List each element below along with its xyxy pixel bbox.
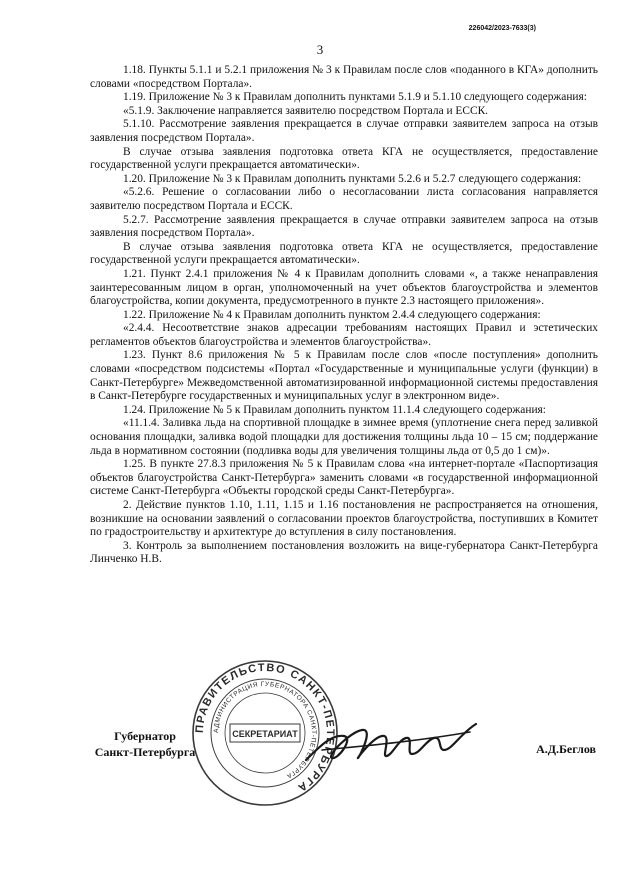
paragraph: 2. Действие пунктов 1.10, 1.11, 1.15 и 1.16 постановления не распространяется на отношения, возникшие на основании заявлений о согласовании проектов благоустройства, поступивших в Комитет по градостроительству и архитектуре до вступления в силу постановления. <box>90 499 598 539</box>
paragraph: 1.18. Пункты 5.1.1 и 5.2.1 приложения № 3 к Правилам после слов «поданного в КГА» дополнить словами «посредством Портала». <box>90 64 598 90</box>
paragraph: 1.23. Пункт 8.6 приложения № 5 к Правилам после слов «после поступления» дополнить словами «посредством подсистемы «Портал «Государственные и муниципальные услуги (функции) в Санкт-Петербурге» Межведомственной автоматизированной информационной системы предоставления в Санкт-Петербурге государственных и муниципальных услуг в электронном виде». <box>90 349 598 403</box>
seal-center-text: СЕКРЕТАРИАТ <box>232 729 298 739</box>
document-number: 226042/2023-7633(3) <box>468 25 536 32</box>
paragraph: «5.1.9. Заключение направляется заявителю посредством Портала и ЕССК. <box>123 104 489 117</box>
paragraph: 1.22. Приложение № 4 к Правилам дополнить пунктом 2.4.4 следующего содержания: <box>123 308 541 321</box>
paragraph: 1.19. Приложение № 3 к Правилам дополнить пунктами 5.1.9 и 5.1.10 следующего содержания: <box>123 91 587 104</box>
paragraph: «5.2.6. Решение о согласовании либо о несогласовании листа согласования направляется заявителю посредством Портала и ЕССК. <box>90 186 598 212</box>
paragraph: 1.24. Приложение № 5 к Правилам дополнить пунктом 11.1.4 следующего содержания: <box>123 403 546 416</box>
paragraph: 1.20. Приложение № 3 к Правилам дополнить пунктами 5.2.6 и 5.2.7 следующего содержания: <box>123 172 582 185</box>
paragraph: 1.25. В пункте 27.8.3 приложения № 5 к Правилам слова «на интернет-портале «Паспортизация объектов благоустройства Санкт-Петербурга» заменить словами «в государственной информационной системе Санкт-Петербурга «Объекты городской среды Санкт-Петербурга». <box>90 458 598 498</box>
signer-title-line1: Губернатор <box>114 729 176 743</box>
page-number: 3 <box>316 42 324 57</box>
paragraph: 3. Контроль за выполнением постановления возложить на вице-губернатора Санкт-Петербурга Линченко Н.В. <box>90 539 598 566</box>
signer-title <box>90 728 200 760</box>
paragraph: «11.1.4. Заливка льда на спортивной площадке в зимнее время (уплотнение снега перед заливкой основания площадки, заливка водой площадки для достижения толщины льда 10 – 15 см; поддержание льда в нормативном состоянии (подливка воды для увеличения толщины льда от 0,5 до 1 см)». <box>90 417 598 457</box>
seal-outer-text: ПРАВИТЕЛЬСТВО САНКТ-ПЕТЕРБУРГА <box>193 661 337 795</box>
paragraph: «2.4.4. Несоответствие знаков адресации требованиям настоящих Правил и эстетических регламентов объектов благоустройства и элементов благоустройства». <box>90 322 598 348</box>
paragraph: 5.1.10. Рассмотрение заявления прекращается в случае отправки заявителем запроса на отзыв заявления посредством Портала». <box>90 118 598 144</box>
signer-name: А.Д.Беглов <box>536 742 596 756</box>
seal-inner-text: АДМИНИСТРАЦИЯ ГУБЕРНАТОРА САНКТ-ПЕТЕРБУРГА <box>212 680 318 780</box>
signature-block <box>90 661 598 858</box>
document-body <box>90 64 598 567</box>
paragraph: В случае отзыва заявления подготовка ответа КГА не осуществляется, предоставление государственной услуги прекращается автоматически». <box>90 240 598 267</box>
handwritten-signature <box>302 716 482 771</box>
paragraph: 5.2.7. Рассмотрение заявления прекращается в случае отправки заявителем запроса на отзыв заявления посредством Портала». <box>90 213 598 240</box>
paragraph: 1.21. Пункт 2.4.1 приложения № 4 к Правилам дополнить словами «, а также ненаправления заинтересованным лицом в орган, уполномоченный на учет объектов благоустройства и элементов благоустройства, копии документа, предусмотренного в пункте 2.3 настоящего приложения». <box>90 267 598 308</box>
signer-title-line2: Санкт-Петербурга <box>94 745 196 759</box>
paragraph: В случае отзыва заявления подготовка ответа КГА не осуществляется, предоставление государственной услуги прекращается автоматически». <box>90 145 598 172</box>
